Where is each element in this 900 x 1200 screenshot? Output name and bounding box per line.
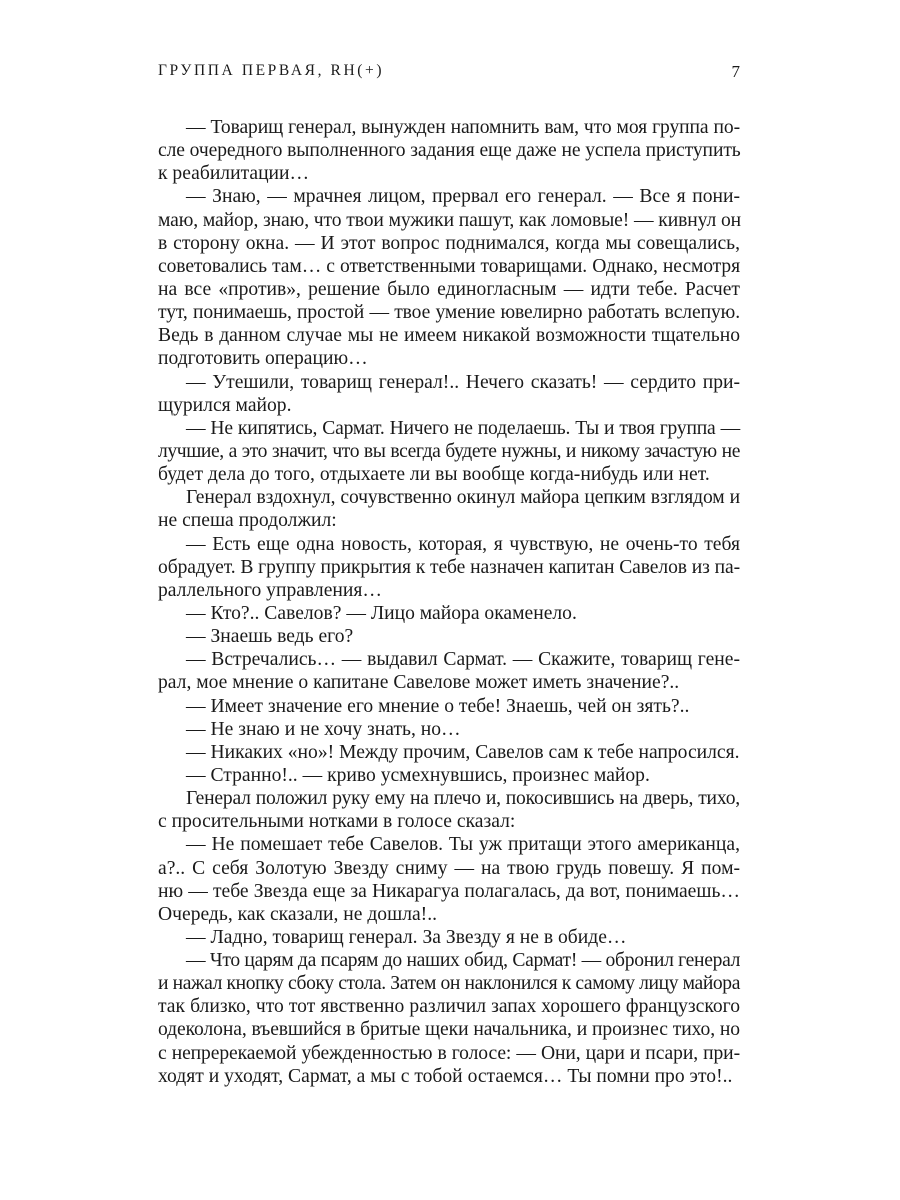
text-line: на все «против», решение было единогласным — идти тебе. Расчет — [158, 278, 740, 300]
text-line: — Имеет значение его мнение о тебе! Знаешь, чей он зять?.. — [186, 695, 690, 717]
text-line: а?.. С себя Золотую Звезду сниму — на твою грудь повешу. Я пом- — [158, 857, 740, 879]
text-line: подготовить операцию… — [158, 348, 368, 370]
text-line: будет дела до того, отдыхаете ли вы вообще когда-нибудь или нет. — [158, 464, 710, 486]
text-line: — Кто?.. Савелов? — Лицо майора окаменело. — [186, 602, 577, 624]
text-line: — Утешили, товарищ генерал!.. Нечего сказать! — сердито при- — [186, 371, 740, 393]
text-line: — Встречались… — выдавил Сармат. — Скажите, товарищ гене- — [186, 649, 740, 671]
running-head — [158, 62, 740, 86]
text-line: раллельного управления… — [158, 579, 382, 601]
text-line: Генерал положил руку ему на плечо и, покосившись на дверь, тихо, — [186, 788, 740, 810]
text-line: с непререкаемой убежденностью в голосе: — Они, цари и псари, при- — [158, 1042, 740, 1064]
text-line: — Знаешь ведь его? — [186, 626, 354, 648]
text-line: и нажал кнопку сбоку стола. Затем он наклонился к самому лицу майора — [158, 973, 740, 995]
text-line: одеколона, въевшийся в бритые щеки начальника, и произнес тихо, но — [158, 1019, 740, 1041]
text-line: тут, понимаешь, простой — твое умение ювелирно работать вслепую. — [158, 302, 740, 324]
text-line: не спеша продолжил: — [158, 510, 337, 532]
body-text — [158, 116, 740, 1088]
text-line: с просительными нотками в голосе сказал: — [158, 811, 516, 833]
text-line: — Есть еще одна новость, которая, я чувствую, не очень-то тебя — [186, 533, 740, 555]
text-line: маю, майор, знаю, что твои мужики пашут, как ломовые! — кивнул он — [158, 209, 742, 231]
text-line: лучшие, а это значит, что вы всегда будете нужны, и никому зачастую не — [158, 440, 740, 462]
text-line: так близко, что тот явственно различил запах хорошего французского — [158, 996, 740, 1018]
text-line: — Знаю, — мрачнея лицом, прервал его генерал. — Все я пони- — [186, 186, 740, 208]
text-line: — Никаких «но»! Между прочим, Савелов сам к тебе напросился. — [186, 741, 740, 763]
text-line: — Ладно, товарищ генерал. За Звезду я не в обиде… — [186, 926, 627, 948]
text-line: в сторону окна. — И этот вопрос поднимался, когда мы совещались, — [158, 232, 740, 254]
text-line: — Странно!.. — криво усмехнувшись, произнес майор. — [186, 764, 650, 786]
text-line: Генерал вздохнул, сочувственно окинул майора цепким взглядом и — [186, 487, 740, 509]
text-line: — Что царям да псарям до наших обид, Сармат! — обронил генерал — [186, 950, 741, 972]
text-line: к реабилитации… — [158, 163, 310, 185]
text-line: ходят и уходят, Сармат, а мы с тобой остаемся… Ты помни про это!.. — [158, 1065, 733, 1087]
text-line: Ведь в данном случае мы не имеем никакой возможности тщательно — [158, 325, 740, 347]
text-line: Очередь, как сказали, не дошла!.. — [158, 903, 437, 925]
text-line: рал, мое мнение о капитане Савелове может иметь значение?.. — [158, 672, 680, 694]
text-line: — Не кипятись, Сармат. Ничего не поделаешь. Ты и твоя группа — — [186, 417, 740, 439]
text-line: ню — тебе Звезда еще за Никарагуа полагалась, да вот, понимаешь… — [158, 880, 740, 902]
text-line: советовались там… с ответственными товарищами. Однако, несмотря — [158, 255, 740, 277]
text-line: — Не помешает тебе Савелов. Ты уж притащи этого американца, — [186, 834, 740, 856]
page-number: 7 — [731, 62, 740, 81]
running-title: ГРУППА ПЕРВАЯ, RH(+) — [158, 62, 385, 79]
text-line: обрадует. В группу прикрытия к тебе назначен капитан Савелов из па- — [158, 556, 740, 578]
text-line: — Не знаю и не хочу знать, но… — [186, 718, 461, 740]
text-line: щурился майор. — [158, 394, 292, 416]
text-line: — Товарищ генерал, вынужден напомнить вам, что моя группа по- — [186, 117, 740, 138]
text-line: сле очередного выполненного задания еще даже не успела приступить — [158, 140, 741, 162]
